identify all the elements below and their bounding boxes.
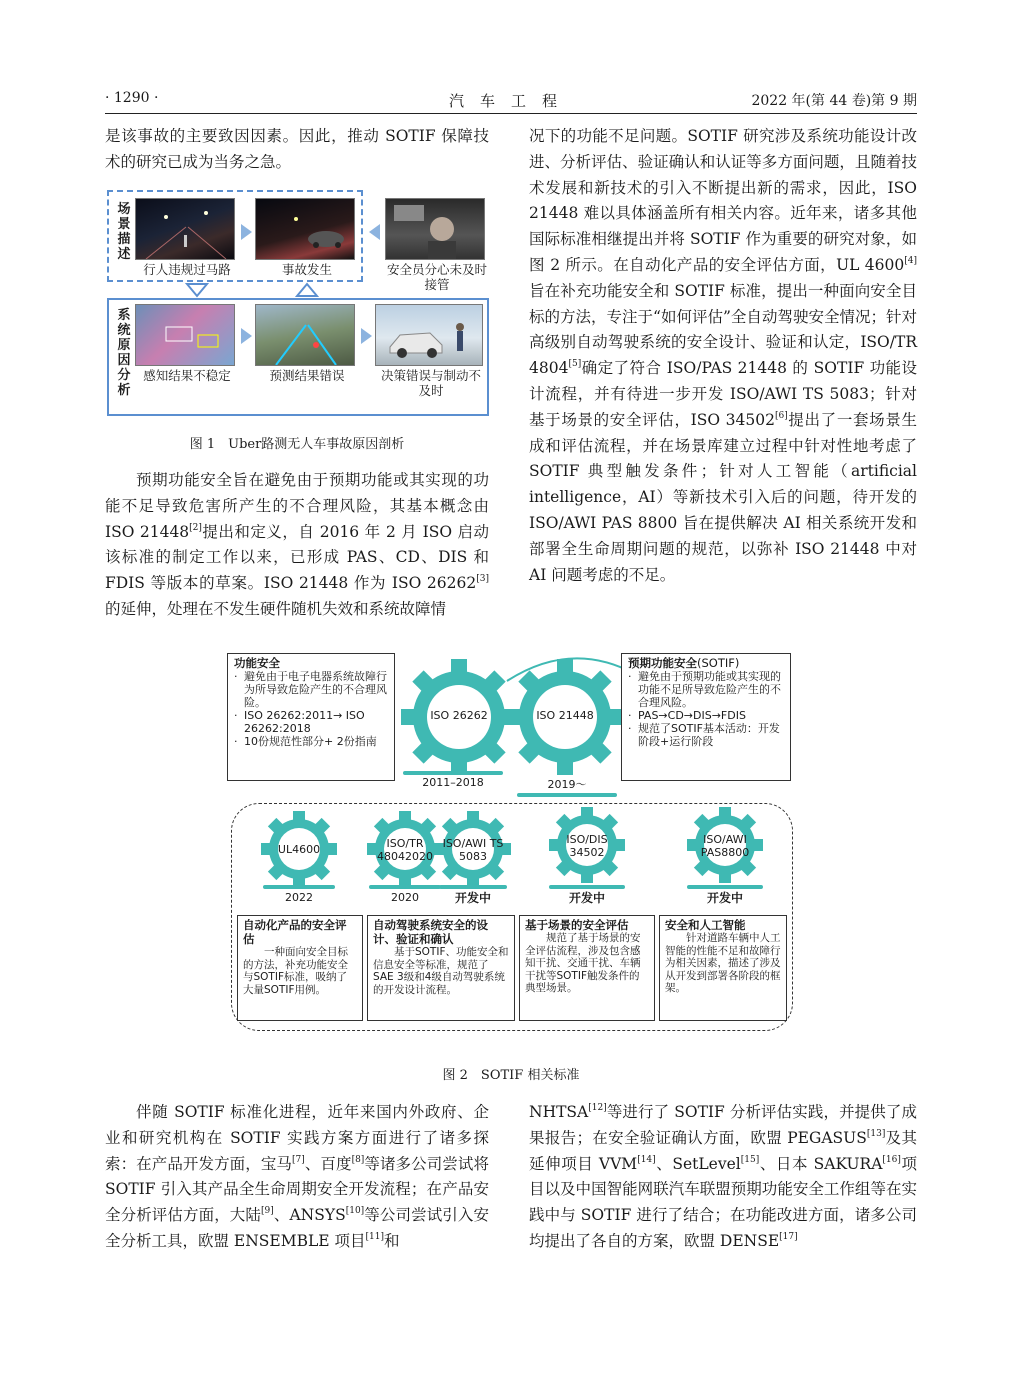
- pedestrian-scene-icon: [136, 199, 235, 260]
- year-ul4600: 2022: [285, 891, 313, 904]
- decision-photo: [375, 304, 483, 366]
- list-item: · ISO 26262:2011→ ISO 26262:2018: [234, 709, 388, 735]
- iso34502-description: [519, 915, 655, 1021]
- citation: [2]: [189, 522, 202, 533]
- year-21448: 2019～: [547, 778, 587, 791]
- right-column-bottom: [529, 1100, 917, 1255]
- sotif-title: 预期功能安全(SOTIF): [628, 656, 740, 670]
- driver-icon: [386, 199, 485, 260]
- scenario-side-label: 场景描述: [117, 202, 131, 262]
- citation: [12]: [588, 1103, 607, 1113]
- citation: [13]: [866, 1128, 886, 1139]
- isotr4804-description: [367, 915, 515, 1021]
- gear-iso26262-label: ISO 26262: [430, 709, 488, 722]
- year-isotr4804: 2020: [391, 891, 419, 904]
- citation: [6]: [774, 410, 788, 421]
- list-item: · 避免由于电子电器系统故障行为所导致危险产生的不合理风险。: [234, 670, 388, 709]
- perception-scene-icon: [136, 305, 235, 366]
- right-column-top: [529, 124, 917, 588]
- status-in-development: 开发中: [454, 891, 491, 905]
- description-title: 自动驾驶系统安全的设计、验证和确认: [373, 918, 488, 946]
- citation: [11]: [365, 1231, 385, 1242]
- gear-iso34502-label: ISO/DIS 34502: [566, 833, 608, 859]
- figure-1: [107, 190, 489, 416]
- functional-safety-list: [234, 670, 388, 748]
- status-in-development: 开发中: [568, 891, 605, 905]
- journal-name: 汽车工程: [448, 92, 573, 110]
- year-bar: [517, 793, 617, 797]
- accident-photo: [255, 198, 355, 260]
- description-title: 安全和人工智能: [665, 918, 746, 932]
- left-column-bottom: [105, 1100, 489, 1255]
- arrow-right-icon: [241, 328, 252, 344]
- paragraph: 预期功能安全旨在避免由于预期功能或其实现的功能不足导致危害所产生的不合理风险，其基本概念由 ISO 21448[2]提出和定义，自 2016 年 2 月 ISO 启动该标准的制定工作以来，已形成 PAS、CD、DIS 和 FDIS 等版本的草案。ISO 21448 作为 ISO 26262[3]的延伸，处理在不发生硬件随机失效和系统故障情: [105, 471, 489, 618]
- functional-safety-box: [227, 653, 395, 781]
- citation: [9]: [261, 1206, 274, 1217]
- page-number: · 1290 ·: [105, 90, 159, 106]
- sotif-box: [621, 653, 791, 781]
- paragraph: NHTSA[12]等进行了 SOTIF 分析评估实践，并提供了成果报告；在安全验证确认方面，欧盟 PEGASUS[13]及其延伸项目 VVM[14]、SetLevel[15]、日本 SAKURA[16]项目以及中国智能网联汽车联盟预期功能安全工作组等在实践中与 SOTIF 进行了结合；在功能改进方面，诸多公司均提出了各自的方案，欧盟 DENSE[17]: [529, 1103, 918, 1250]
- citation: [7]: [291, 1154, 305, 1165]
- paragraph: 伴随 SOTIF 标准化进程，近年来国内外政府、企业和研究机构在 SOTIF 实践方案方面进行了诸多探索：在产品开发方面，宝马[7]、百度[8]等诸多公司尝试将 SOTIF 引入其产品全生命周期安全开发流程；在产品安全分析评估方面，大陆[9]、ANSYS[10]等公司尝试引入安全分析工具，欧盟 ENSEMBLE 项目[11]和: [105, 1103, 489, 1250]
- figure-2-caption: 图 2 SOTIF 相关标准: [442, 1068, 580, 1083]
- figure-2: [227, 645, 797, 1035]
- perception-photo: [135, 304, 235, 366]
- year-bar: [403, 771, 503, 775]
- arrow-down-icon: [185, 282, 209, 298]
- pedestrian-photo: [135, 198, 235, 260]
- citation: [8]: [351, 1154, 365, 1165]
- accident-caption: 事故发生: [281, 262, 332, 277]
- citation: [16]: [882, 1154, 901, 1165]
- car-pedestrian-icon: [376, 305, 483, 366]
- arrow-right-icon: [361, 328, 372, 344]
- pas8800-description: [659, 915, 787, 1021]
- sotif-list: [628, 670, 784, 748]
- description-body: 规范了基于场景的安全评估流程，涉及包含感知干扰、交通干扰、车辆干扰等SOTIF触发条件的典型场景。: [525, 932, 641, 995]
- prediction-caption: 预测结果错误: [269, 368, 345, 383]
- cause-side-label: 系统原因分析: [117, 308, 131, 398]
- issue-info: 2022 年(第 44 卷)第 9 期: [751, 93, 917, 109]
- year-26262: 2011–2018: [422, 776, 484, 789]
- decision-caption: 决策错误与制动不及时: [380, 368, 481, 398]
- ul4600-description: [237, 915, 363, 1021]
- citation: [10]: [345, 1206, 365, 1217]
- gear-ul4600-label: UL4600: [277, 843, 321, 856]
- description-title: 自动化产品的安全评估: [243, 918, 347, 946]
- pedestrian-caption: 行人违规过马路: [143, 262, 231, 277]
- gear-isots5083-label: ISO/AWI TS 5083: [442, 837, 504, 863]
- paragraph: 况下的功能不足问题。SOTIF 研究涉及系统功能设计改进、分析评估、验证确认和认证等多方面问题，且随着技术发展和新技术的引入不断提出新的需求，因此，ISO 21448 难以具体涵盖所有相关内容。近年来，诸多其他国际标准相继提出并将 SOTIF 作为重要的研究对象，如图 2 所示。在自动化产品的安全评估方面，UL 4600[4]旨在补充功能安全和 SOTIF 标准，提出一种面向安全目标的方法，专注于“如何评估”全自动驾驶安全情况；针对高级别自动驾驶系统的安全设计、验证和认定，ISO/TR 4804[5]确定了符合 ISO/PAS 21448 的 SOTIF 功能设计流程，并有待进一步开发 ISO/AWI TS 5083；针对基于场景的安全评估，ISO 34502[6]提出了一套场景生成和评估流程，并在场景库建立过程中针对性地考虑了 SOTIF 典型触发条件；针对人工智能（artificial intelligence，AI）等新技术引入后的问题，待开发的 ISO/AWI PAS 8800 旨在提供解决 AI 相关系统开发和部署全生命周期问题的规范，以弥补 ISO 21448 中对 AI 问题考虑的不足。: [529, 127, 917, 584]
- prediction-photo: [255, 304, 355, 366]
- description-body: 基于SOTIF、功能安全和信息安全等标准，规范了SAE 3级和4级自动驾驶系统的开发设计流程。: [373, 946, 509, 996]
- description-body: 一种面向安全目标的方法，补充功能安全与SOTIF标准，吸纳了大量SOTIF用例。: [243, 946, 348, 996]
- status-in-development: 开发中: [706, 891, 743, 905]
- prediction-scene-icon: [256, 305, 355, 366]
- citation: [15]: [740, 1154, 760, 1165]
- gear-pas8800-label: ISO/AWI PAS8800: [700, 833, 750, 859]
- paragraph: 是该事故的主要致因因素。因此，推动 SOTIF 保障技术的研究已成为当务之急。: [105, 127, 489, 171]
- citation: [14]: [637, 1154, 656, 1165]
- gear-isotr4804-label: ISO/TR 48042020: [377, 837, 433, 863]
- list-item: · 10份规范性部分+ 2份指南: [234, 735, 388, 748]
- list-item: · 避免由于预期功能或其实现的功能不足所导致危险产生的不合理风险。: [628, 670, 784, 709]
- citation: [5]: [568, 359, 582, 370]
- citation: [3]: [476, 574, 489, 585]
- left-column-top: [105, 124, 489, 176]
- perception-caption: 感知结果不稳定: [143, 368, 231, 383]
- year-bar: [263, 885, 335, 889]
- list-item: · 规范了SOTIF基本活动：开发阶段+运行阶段: [628, 722, 784, 748]
- running-header: [105, 88, 917, 114]
- left-column-body: [105, 468, 489, 623]
- driver-caption: 安全员分心未及时接管: [386, 262, 487, 292]
- citation: [17]: [779, 1231, 798, 1242]
- description-title: 基于场景的安全评估: [525, 918, 629, 932]
- arrow-left-icon: [369, 224, 380, 240]
- arrow-up-icon: [295, 282, 319, 298]
- driver-photo: [385, 198, 485, 260]
- list-item: · PAS→CD→DIS→FDIS: [628, 709, 784, 722]
- functional-safety-title: 功能安全: [234, 656, 280, 670]
- gear-iso21448-label: ISO 21448: [536, 709, 594, 722]
- description-body: 针对道路车辆中人工智能的性能不足和故障行为相关因素，描述了涉及从开发到部署各阶段的框架。: [665, 932, 781, 995]
- figure-1-caption: 图 1 Uber路测无人车事故原因剖析: [189, 437, 405, 452]
- arrow-right-icon: [241, 224, 252, 240]
- citation: [4]: [904, 255, 917, 266]
- year-bar: [369, 885, 441, 889]
- car-scene-icon: [256, 199, 355, 260]
